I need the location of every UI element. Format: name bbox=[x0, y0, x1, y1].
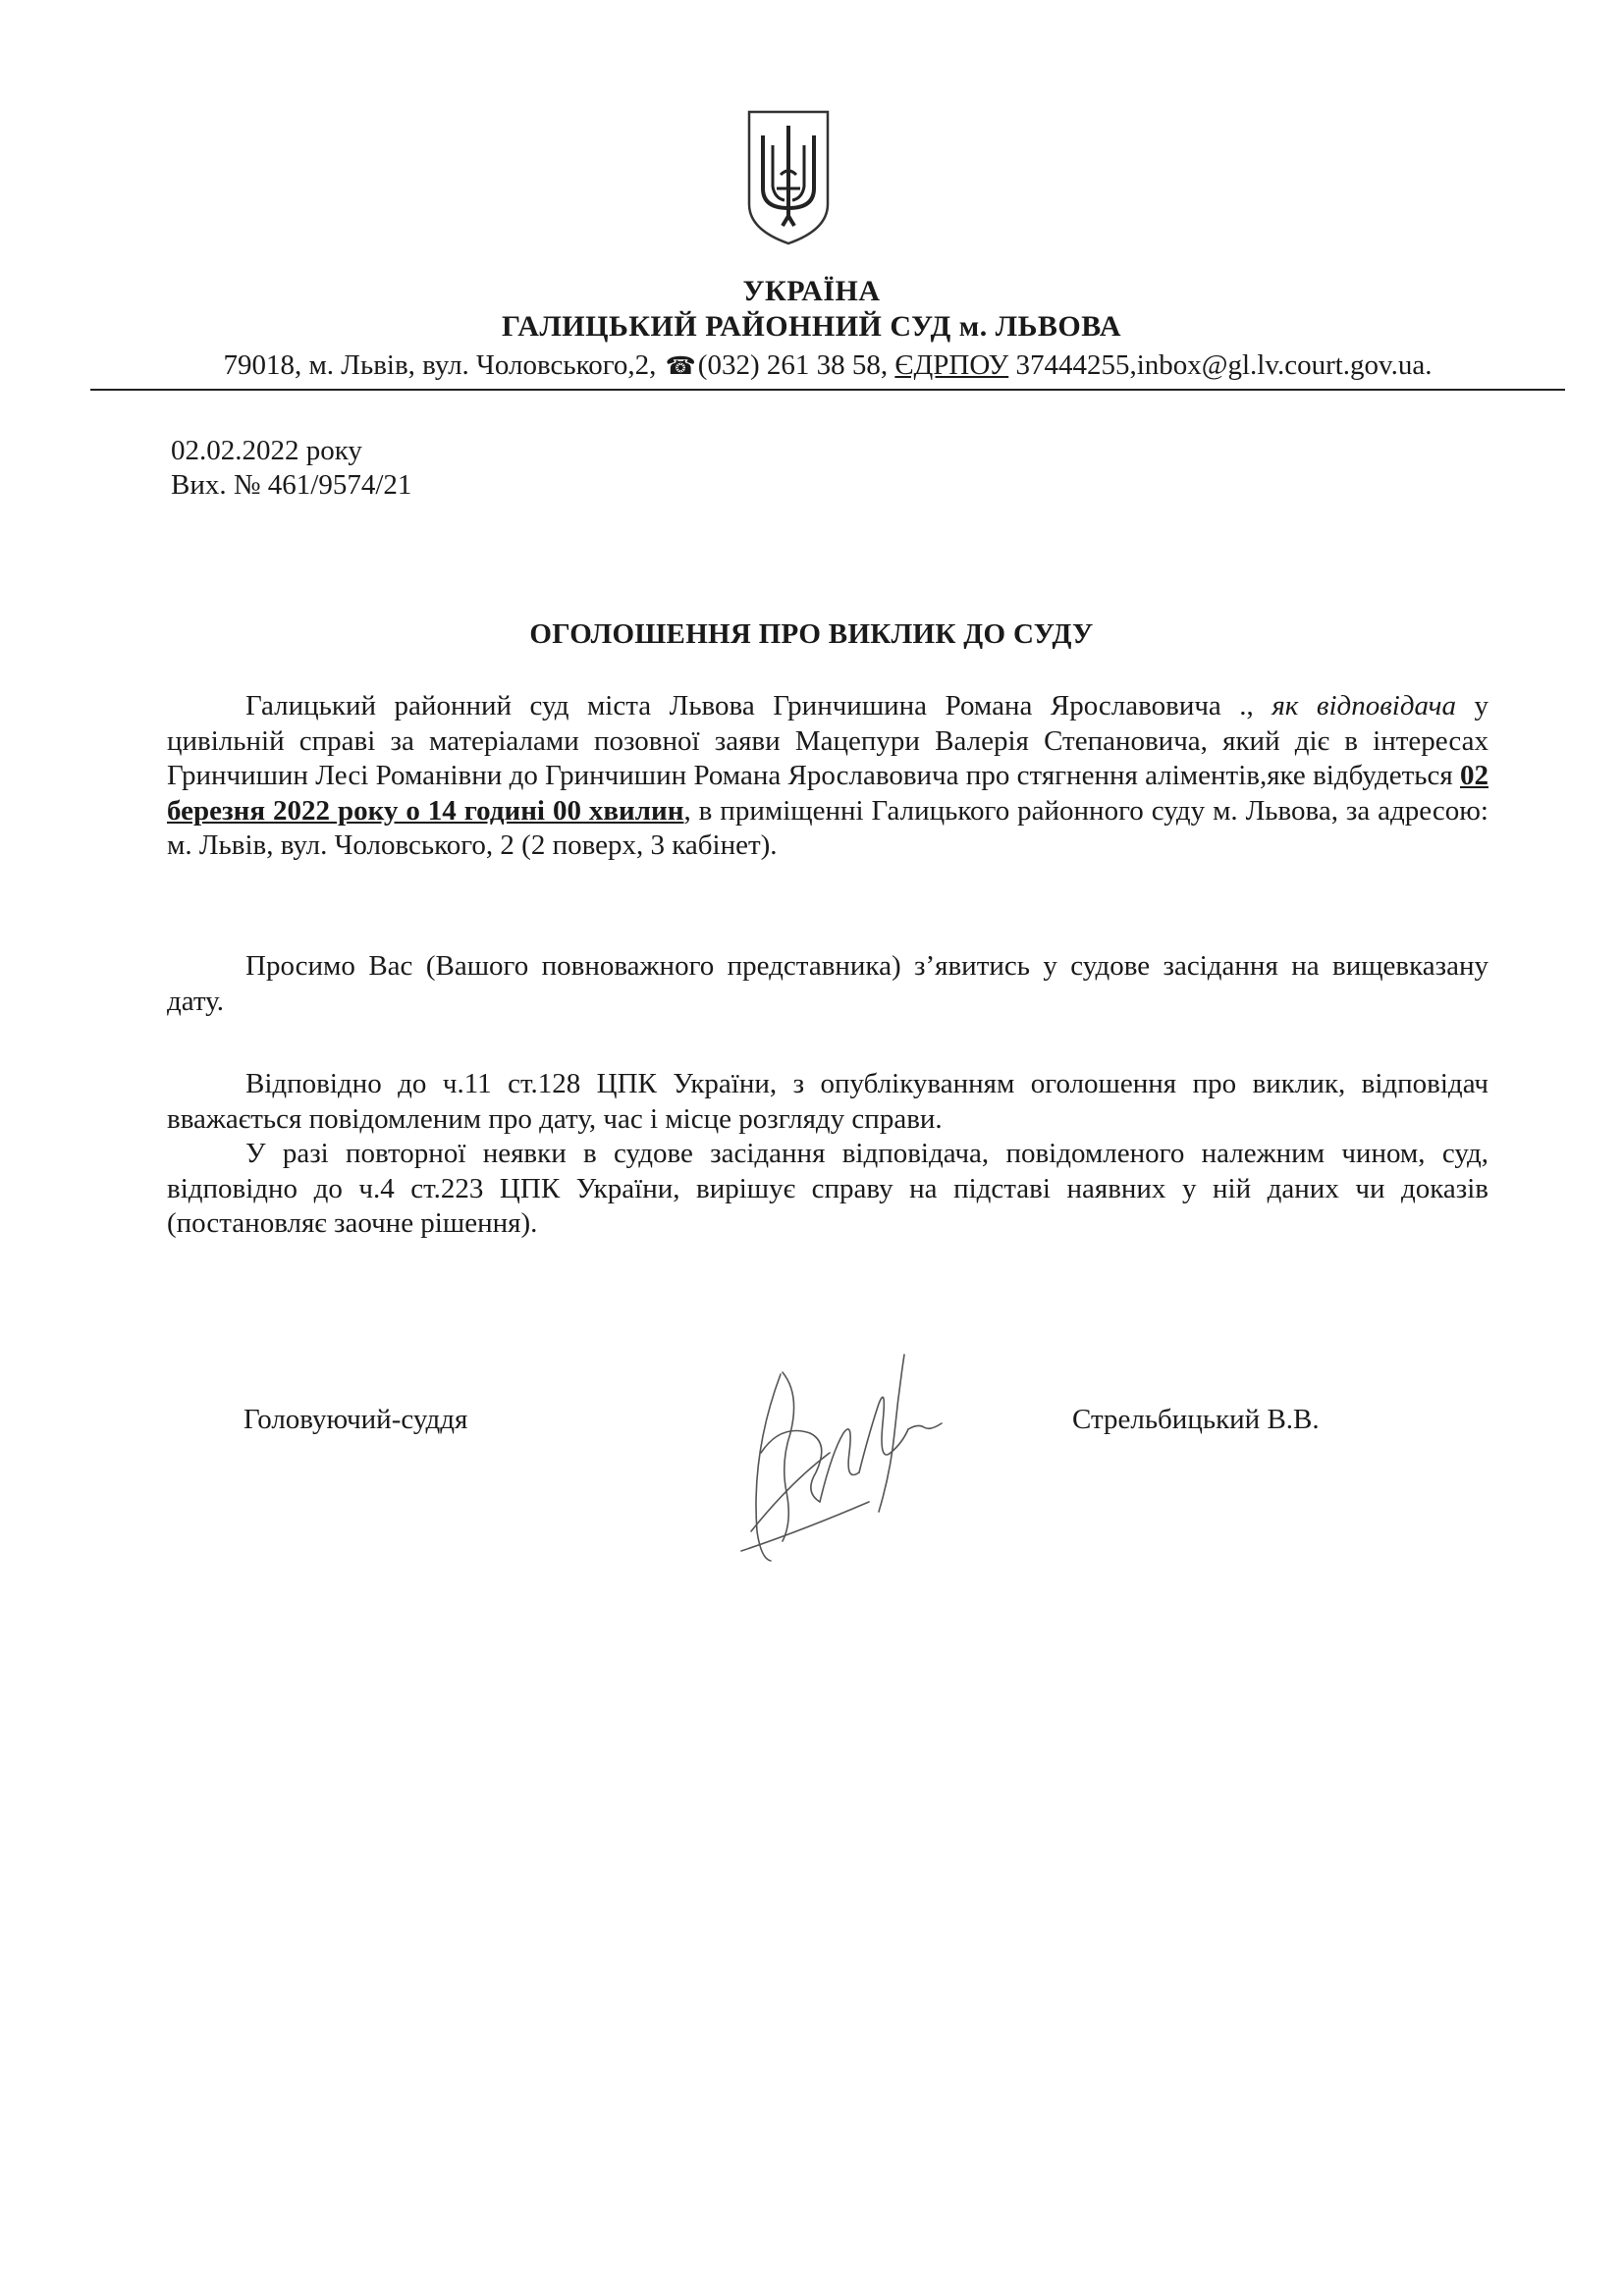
document-title: ОГОЛОШЕННЯ ПРО ВИКЛИК ДО СУДУ bbox=[529, 618, 1094, 650]
court-name-heading: ГАЛИЦЬКИЙ РАЙОННИЙ СУД м. ЛЬВОВА bbox=[501, 310, 1122, 343]
notification-paragraph: Відповідно до ч.11 ст.128 ЦПК України, з опублікуванням оголошення про виклик, відповідач вважається повідомленим про дату, час і місце розгляду справи. bbox=[167, 1068, 1488, 1135]
signatory-role: Головуючий-суддя bbox=[243, 1404, 468, 1435]
summons-text-2: у цивільній справі за матеріалами позовної заяви Мацепури Валерія Степановича, який діє в інтересах Гринчишин Лесі Романівни до Гринчишин Романа Ярославовича про стягнення аліментів,яке відбудеться bbox=[167, 690, 1488, 791]
handwritten-signature bbox=[722, 1335, 947, 1571]
phone-number: (032) 261 38 58 bbox=[697, 349, 881, 381]
court-address-line: 79018, м. Львів, вул. Чоловського,2, ☎(032) 261 38 58, ЄДРПОУ 37444255,inbox@gl.lv.court.gov.ua. bbox=[90, 349, 1565, 391]
document-date: 02.02.2022 року bbox=[171, 435, 362, 466]
summons-role-italic: як відповідача bbox=[1271, 690, 1456, 721]
phone-icon: ☎ bbox=[665, 353, 696, 380]
address-text: 79018, м. Львів, вул. Чоловського,2, bbox=[223, 349, 657, 381]
hearing-datetime: 02 березня 2022 року о 14 годині 00 хвилин bbox=[167, 760, 1488, 827]
edrpou-and-email: 37444255,inbox@gl.lv.court.gov.ua. bbox=[1015, 349, 1433, 381]
edrpou-label: ЄДРПОУ bbox=[894, 349, 1009, 381]
request-paragraph: Просимо Вас (Вашого повноважного представника) з’явитись у судове засідання на вищевказану дату. bbox=[167, 950, 1488, 1017]
summons-text-3: , в приміщенні Галицького районного суду м. Львова, за адресою: м. Львів, вул. Чоловського, 2 (2 поверх, 3 кабінет). bbox=[167, 794, 1488, 861]
summons-paragraph bbox=[167, 689, 1488, 864]
signatory-name: Стрельбицький В.В. bbox=[1072, 1404, 1320, 1435]
coat-of-arms-icon bbox=[741, 106, 836, 247]
country-heading: УКРАЇНА bbox=[742, 275, 881, 307]
default-judgment-paragraph: У разі повторної неявки в судове засідання відповідача, повідомленого належним чином, суд, відповідно до ч.4 ст.223 ЦПК України, вирішує справу на підставі наявних у ній даних чи доказів (постановляє заочне рішення). bbox=[167, 1138, 1488, 1239]
outgoing-number: Вих. № 461/9574/21 bbox=[171, 469, 412, 501]
summons-text-1: Галицький районний суд міста Львова Гринчишина Романа Ярославовича ., bbox=[245, 690, 1272, 721]
